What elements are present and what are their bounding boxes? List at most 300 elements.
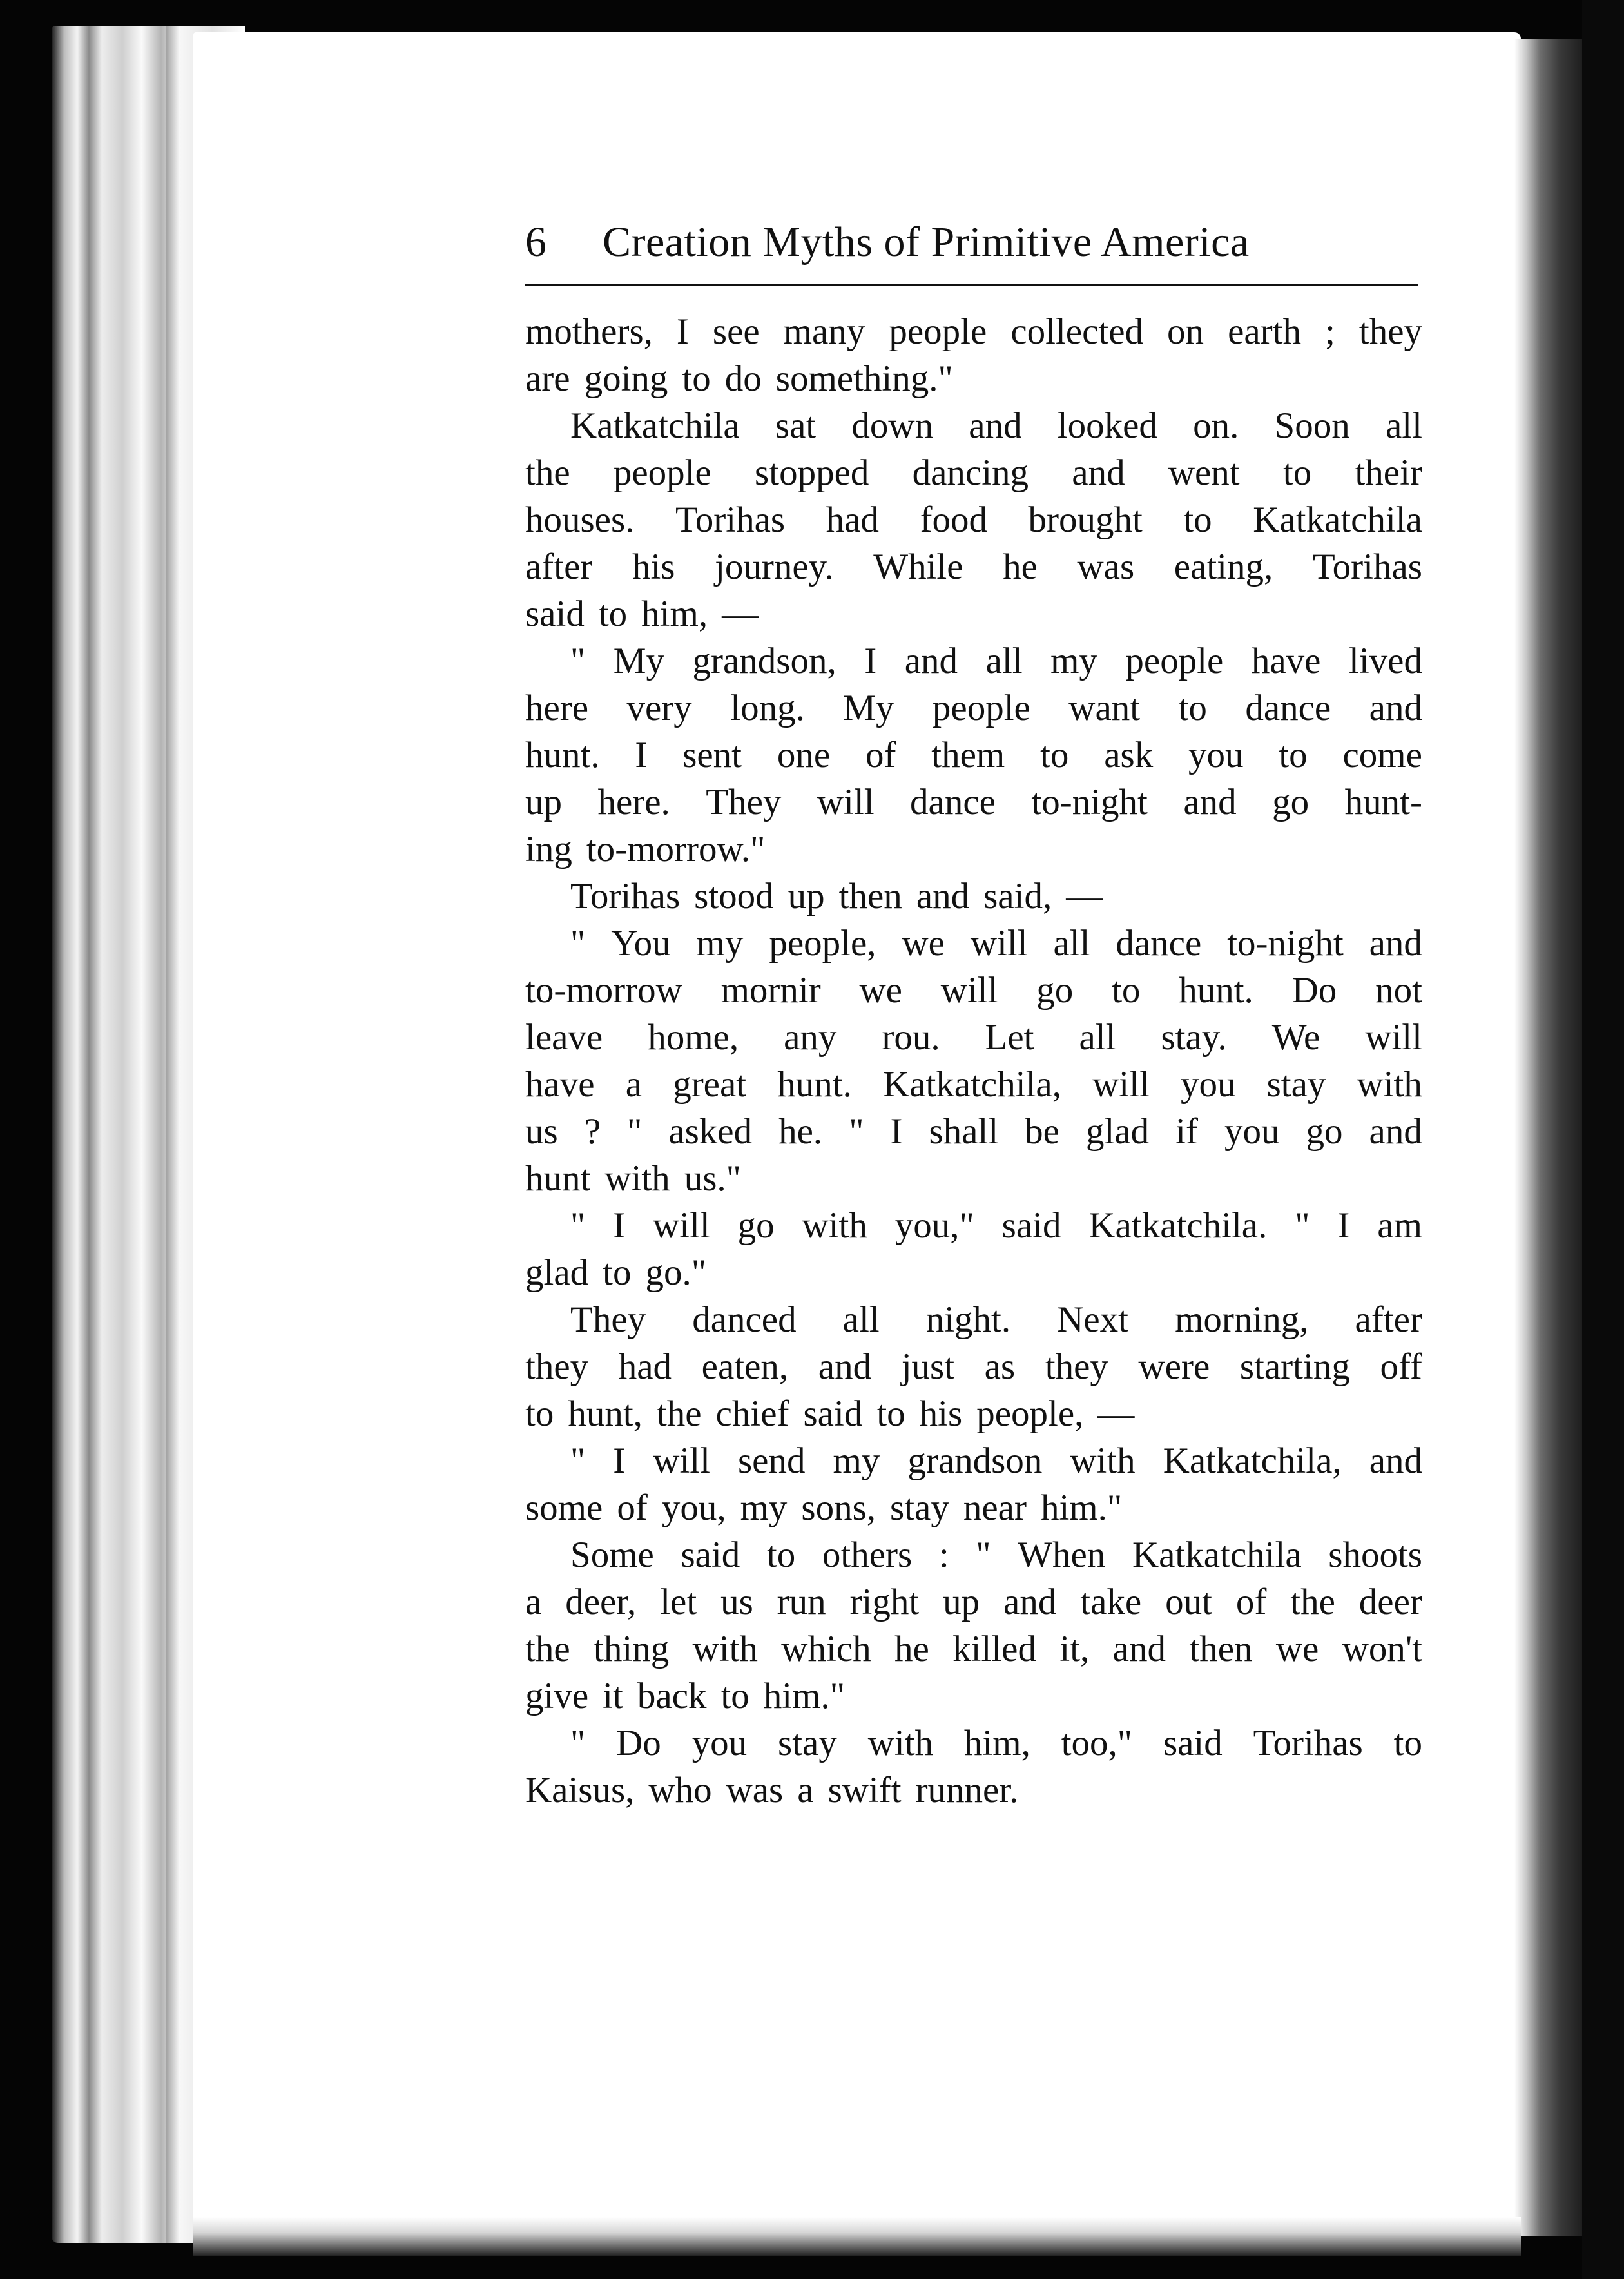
line-word: and	[1369, 1111, 1422, 1152]
line-word: I	[613, 1440, 626, 1481]
line-word: earth	[1228, 311, 1301, 352]
line-word: stay	[890, 1488, 949, 1528]
line-word: am	[1377, 1205, 1422, 1246]
line-word: was	[726, 1770, 784, 1810]
line-word: people	[613, 452, 711, 493]
line-word: and	[1369, 688, 1422, 728]
line-word: Some	[570, 1535, 654, 1575]
line-word: swift	[827, 1770, 902, 1810]
line-word: his	[919, 1393, 963, 1434]
line-word: they	[525, 1346, 589, 1387]
line-word: they	[1358, 311, 1422, 352]
text-line	[525, 1437, 1422, 1484]
line-word: stay	[1266, 1064, 1326, 1105]
page-stack-shadow	[166, 26, 180, 2243]
line-word: —	[1066, 876, 1103, 916]
line-word: asked	[668, 1111, 753, 1152]
line-word: many	[783, 311, 865, 352]
line-word: —	[722, 594, 759, 634]
line-word: who	[648, 1770, 712, 1810]
text-line	[525, 1531, 1422, 1578]
line-word: it	[603, 1676, 623, 1716]
line-word: sent	[682, 735, 742, 775]
line-word: Torihas	[675, 499, 786, 540]
line-word: When	[1018, 1535, 1106, 1575]
line-word: hunt.	[1179, 970, 1253, 1011]
line-word: do	[724, 358, 762, 399]
line-word: deer,	[565, 1582, 637, 1622]
line-word: go	[1306, 1111, 1343, 1152]
text-line	[525, 1108, 1422, 1155]
line-word: to	[766, 1535, 796, 1575]
line-word: Let	[985, 1017, 1034, 1058]
line-word: Torihas	[1253, 1723, 1363, 1763]
text-line	[525, 1767, 1422, 1814]
line-word: stood	[694, 876, 774, 916]
line-word: to-morrow	[525, 970, 682, 1011]
line-word: hunt	[525, 1158, 591, 1199]
line-word: collected	[1010, 311, 1144, 352]
line-word: and	[1072, 452, 1125, 493]
line-word: grandson,	[692, 641, 836, 681]
line-word: you,	[661, 1488, 726, 1528]
line-word: :	[938, 1535, 949, 1575]
line-word: he	[894, 1629, 929, 1669]
line-word: us	[525, 1111, 558, 1152]
line-word: dance	[1116, 923, 1202, 964]
line-word: him,	[641, 594, 708, 634]
line-word: food	[920, 499, 987, 540]
line-word: a	[525, 1582, 542, 1622]
line-word: with	[802, 1205, 867, 1246]
text-line	[525, 496, 1422, 543]
text-line	[525, 1061, 1422, 1108]
line-word: thing	[594, 1629, 670, 1669]
text-line	[525, 873, 1422, 920]
running-head	[525, 218, 1418, 277]
line-word: of	[617, 1488, 648, 1528]
line-word: stay	[778, 1723, 837, 1763]
line-word: and	[904, 641, 958, 681]
line-word: people,	[769, 923, 876, 964]
line-word: give	[525, 1676, 589, 1716]
line-word: he.	[778, 1111, 823, 1152]
text-line	[525, 1155, 1422, 1202]
line-word: to	[603, 1252, 632, 1293]
line-word: down	[851, 405, 934, 446]
line-word: said	[1001, 1205, 1061, 1246]
line-word: we	[859, 970, 902, 1011]
line-word: some	[525, 1488, 603, 1528]
line-word: hunt,	[568, 1393, 643, 1434]
line-word: up	[525, 782, 562, 822]
line-word: Katkatchila	[1253, 499, 1422, 540]
line-word: and	[1369, 1440, 1422, 1481]
line-word: a	[625, 1064, 643, 1105]
line-word: after	[525, 547, 593, 587]
line-word: as	[984, 1346, 1016, 1387]
line-word: see	[712, 311, 760, 352]
line-word: I	[613, 1205, 626, 1246]
text-line	[525, 402, 1422, 449]
line-word: to	[1393, 1723, 1422, 1763]
text-line	[525, 1625, 1422, 1673]
line-word: people	[889, 311, 987, 352]
line-word: have	[1251, 641, 1321, 681]
line-word: "	[570, 1440, 586, 1481]
line-word: You	[611, 923, 671, 964]
line-word: be	[1025, 1111, 1059, 1152]
line-word: others	[822, 1535, 913, 1575]
line-word: with	[867, 1723, 934, 1763]
line-word: off	[1380, 1346, 1422, 1387]
line-word: said	[681, 1535, 740, 1575]
line-word: and	[1112, 1629, 1166, 1669]
text-line	[525, 1202, 1422, 1249]
line-word: dancing	[912, 452, 1029, 493]
line-word: will	[940, 970, 998, 1011]
line-word: eating,	[1174, 547, 1273, 587]
line-word: houses.	[525, 499, 635, 540]
line-word: are	[525, 358, 570, 399]
text-line	[525, 1014, 1422, 1061]
line-word: come	[1342, 735, 1422, 775]
line-word: to-night	[1227, 923, 1344, 964]
line-word: home,	[648, 1017, 739, 1058]
text-line	[525, 826, 1422, 873]
line-word: looked	[1057, 405, 1157, 446]
line-word: hunt-	[1344, 782, 1422, 822]
line-word: you	[1180, 1064, 1236, 1105]
text-line	[525, 920, 1422, 967]
line-word: on	[1167, 311, 1204, 352]
line-word: want	[1068, 688, 1141, 728]
line-word: all	[985, 641, 1023, 681]
text-line	[525, 1673, 1422, 1720]
line-word: the	[1290, 1582, 1335, 1622]
line-word: up	[943, 1582, 980, 1622]
line-word: of	[865, 735, 896, 775]
line-word: out	[1165, 1582, 1212, 1622]
line-word: you	[691, 1723, 748, 1763]
line-word: eaten,	[701, 1346, 789, 1387]
line-word: to	[1040, 735, 1069, 775]
line-word: mornir	[720, 970, 821, 1011]
line-word: Katkatchila,	[1163, 1440, 1342, 1481]
line-word: will	[1092, 1064, 1150, 1105]
line-word: him."	[1040, 1488, 1123, 1528]
line-word: then	[1189, 1629, 1253, 1669]
line-word: to	[1183, 499, 1212, 540]
line-word: you	[1188, 735, 1244, 775]
line-word: to-morrow."	[586, 829, 766, 869]
line-word: after	[1355, 1299, 1422, 1340]
line-word: up	[788, 876, 825, 916]
line-word: had	[618, 1346, 672, 1387]
line-word: lived	[1349, 641, 1422, 681]
line-word: right	[849, 1582, 920, 1622]
line-word: we	[902, 923, 945, 964]
line-word: were	[1138, 1346, 1210, 1387]
line-word: will	[817, 782, 875, 822]
line-word: my	[1050, 641, 1097, 681]
line-word: their	[1355, 452, 1422, 493]
line-word: will	[653, 1205, 710, 1246]
line-word: hunt.	[525, 735, 600, 775]
line-word: sons,	[801, 1488, 876, 1528]
line-word: I	[1337, 1205, 1350, 1246]
line-word: go."	[645, 1252, 707, 1293]
text-line	[525, 449, 1422, 496]
line-word: chief	[715, 1393, 789, 1434]
line-word: people,	[976, 1393, 1084, 1434]
line-word: you	[1224, 1111, 1280, 1152]
line-word: ?	[584, 1111, 601, 1152]
line-word: to	[1279, 735, 1308, 775]
line-word: "	[1295, 1205, 1310, 1246]
line-word: go	[1036, 970, 1074, 1011]
text-line	[525, 1296, 1422, 1343]
line-word: us	[720, 1582, 753, 1622]
line-word: said,	[983, 876, 1052, 916]
line-word: Soon	[1274, 405, 1350, 446]
line-word: people	[932, 688, 1030, 728]
line-word: Next	[1057, 1299, 1129, 1340]
line-word: he	[1003, 547, 1038, 587]
line-word: "	[570, 1723, 586, 1763]
line-word: I	[890, 1111, 903, 1152]
line-word: great	[673, 1064, 747, 1105]
line-word: the	[525, 452, 570, 493]
line-word: all	[1079, 1017, 1116, 1058]
line-word: to	[525, 1393, 554, 1434]
line-word: went	[1168, 452, 1240, 493]
line-word: have	[525, 1064, 595, 1105]
header-rule	[525, 284, 1418, 286]
line-word: too,"	[1061, 1723, 1133, 1763]
line-word: dance	[1245, 688, 1331, 728]
line-word: had	[826, 499, 879, 540]
page-number: 6	[525, 218, 546, 266]
line-word: stopped	[755, 452, 869, 493]
line-word: "	[976, 1535, 991, 1575]
line-word: to	[1282, 452, 1312, 493]
line-word: Katkatchila.	[1088, 1205, 1268, 1246]
line-word: Kaisus,	[525, 1770, 635, 1810]
line-word: you,"	[894, 1205, 974, 1246]
line-word: glad	[525, 1252, 589, 1293]
line-word: starting	[1239, 1346, 1350, 1387]
line-word: will	[653, 1440, 710, 1481]
text-line	[525, 967, 1422, 1014]
line-word: ing	[525, 829, 572, 869]
line-word: they	[1045, 1346, 1108, 1387]
line-word: just	[901, 1346, 955, 1387]
line-word: all	[1053, 923, 1090, 964]
line-word: Do	[1291, 970, 1337, 1011]
line-word: him."	[763, 1676, 845, 1716]
line-word: Katkatchila,	[883, 1064, 1061, 1105]
line-word: We	[1271, 1017, 1320, 1058]
line-word: to	[598, 594, 628, 634]
line-word: go	[1272, 782, 1310, 822]
line-word: sat	[775, 405, 817, 446]
line-word: Do	[616, 1723, 661, 1763]
line-word: to-night	[1031, 782, 1148, 822]
line-word: any	[784, 1017, 837, 1058]
line-word: stay.	[1161, 1017, 1227, 1058]
line-word: They	[706, 782, 782, 822]
line-word: all	[842, 1299, 880, 1340]
line-word: the	[656, 1393, 702, 1434]
line-word: here.	[597, 782, 670, 822]
text-line	[525, 732, 1422, 779]
line-word: Katkatchila	[570, 405, 740, 446]
line-word: near	[963, 1488, 1027, 1528]
line-word: "	[849, 1111, 864, 1152]
line-word: said	[1163, 1723, 1223, 1763]
line-word: to	[876, 1393, 905, 1434]
line-word: rou.	[882, 1017, 940, 1058]
line-word: which	[781, 1629, 871, 1669]
line-word: his	[632, 547, 675, 587]
line-word: Torihas	[1312, 547, 1422, 587]
line-word: with	[604, 1158, 670, 1199]
line-word: if	[1175, 1111, 1198, 1152]
line-word: and	[1183, 782, 1237, 822]
line-word: danced	[692, 1299, 797, 1340]
body-text	[525, 308, 1422, 1814]
line-word: us."	[684, 1158, 741, 1199]
line-word: something."	[775, 358, 953, 399]
line-word: and	[1003, 1582, 1057, 1622]
text-line	[525, 1343, 1422, 1390]
line-word: then	[838, 876, 902, 916]
text-line	[525, 637, 1422, 684]
text-line	[525, 355, 1422, 402]
line-word: won't	[1342, 1629, 1422, 1669]
line-word: run	[777, 1582, 826, 1622]
text-line	[525, 1720, 1422, 1767]
line-word: one	[777, 735, 831, 775]
line-word: people	[1125, 641, 1224, 681]
line-word: "	[627, 1111, 643, 1152]
line-word: and	[969, 405, 1022, 446]
line-word: and	[818, 1346, 872, 1387]
line-word: killed	[952, 1629, 1036, 1669]
line-word: deer	[1358, 1582, 1422, 1622]
line-word: to	[682, 358, 711, 399]
line-word: with	[1070, 1440, 1136, 1481]
line-word: to	[720, 1676, 749, 1716]
line-word: take	[1080, 1582, 1142, 1622]
text-line	[525, 779, 1422, 826]
text-line	[525, 308, 1422, 355]
line-word: ;	[1325, 311, 1335, 352]
line-word: very	[626, 688, 692, 728]
binding-shadow	[1514, 39, 1585, 2236]
line-word: leave	[525, 1017, 603, 1058]
text-line	[525, 1578, 1422, 1625]
line-word: hunt.	[777, 1064, 852, 1105]
page-bottom-edge	[193, 2217, 1521, 2256]
line-word: mothers,	[525, 311, 653, 352]
line-word: My	[613, 641, 664, 681]
line-word: I	[864, 641, 877, 681]
line-word: let	[660, 1582, 697, 1622]
line-word: Katkatchila	[1132, 1535, 1302, 1575]
line-word: long.	[730, 688, 805, 728]
line-word: grandson	[907, 1440, 1043, 1481]
line-word: Torihas	[570, 876, 681, 916]
line-word: While	[873, 547, 963, 587]
line-word: him,	[963, 1723, 1030, 1763]
line-word: night.	[925, 1299, 1011, 1340]
line-word: —	[1097, 1393, 1135, 1434]
binding-edge	[1582, 0, 1624, 2279]
line-word: brought	[1028, 499, 1143, 540]
line-word: "	[570, 923, 586, 964]
line-word: on.	[1193, 405, 1239, 446]
line-word: to	[1112, 970, 1141, 1011]
line-word: not	[1375, 970, 1422, 1011]
line-word: and	[1369, 923, 1422, 964]
line-word: "	[570, 1205, 586, 1246]
line-word: was	[1077, 547, 1135, 587]
line-word: my	[696, 923, 744, 964]
text-line	[525, 1484, 1422, 1531]
line-word: I	[635, 735, 648, 775]
line-word: back	[637, 1676, 707, 1716]
line-word: said	[803, 1393, 863, 1434]
line-word: with	[1357, 1064, 1422, 1105]
line-word: going	[584, 358, 668, 399]
line-word: go	[737, 1205, 775, 1246]
line-word: They	[570, 1299, 646, 1340]
line-word: my	[740, 1488, 788, 1528]
text-line	[525, 1249, 1422, 1296]
line-word: and	[916, 876, 970, 916]
line-word: I	[676, 311, 689, 352]
line-word: shoots	[1328, 1535, 1422, 1575]
line-word: it,	[1059, 1629, 1090, 1669]
line-word: morning,	[1175, 1299, 1309, 1340]
line-word: here	[525, 688, 589, 728]
text-line	[525, 1390, 1422, 1437]
line-word: shall	[929, 1111, 999, 1152]
line-word: will	[1365, 1017, 1422, 1058]
line-word: my	[833, 1440, 880, 1481]
line-word: with	[692, 1629, 758, 1669]
line-word: journey.	[715, 547, 834, 587]
line-word: dance	[910, 782, 996, 822]
line-word: will	[970, 923, 1028, 964]
line-word: them	[931, 735, 1005, 775]
line-word: My	[843, 688, 894, 728]
text-line	[525, 590, 1422, 637]
line-word: ask	[1104, 735, 1154, 775]
line-word: we	[1275, 1629, 1319, 1669]
line-word: to	[1178, 688, 1207, 728]
line-word: said	[525, 594, 585, 634]
line-word: "	[570, 641, 586, 681]
text-line	[525, 543, 1422, 590]
line-word: send	[738, 1440, 806, 1481]
line-word: of	[1235, 1582, 1267, 1622]
line-word: glad	[1086, 1111, 1150, 1152]
running-title: Creation Myths of Primitive America	[603, 218, 1250, 266]
text-line	[525, 684, 1422, 732]
